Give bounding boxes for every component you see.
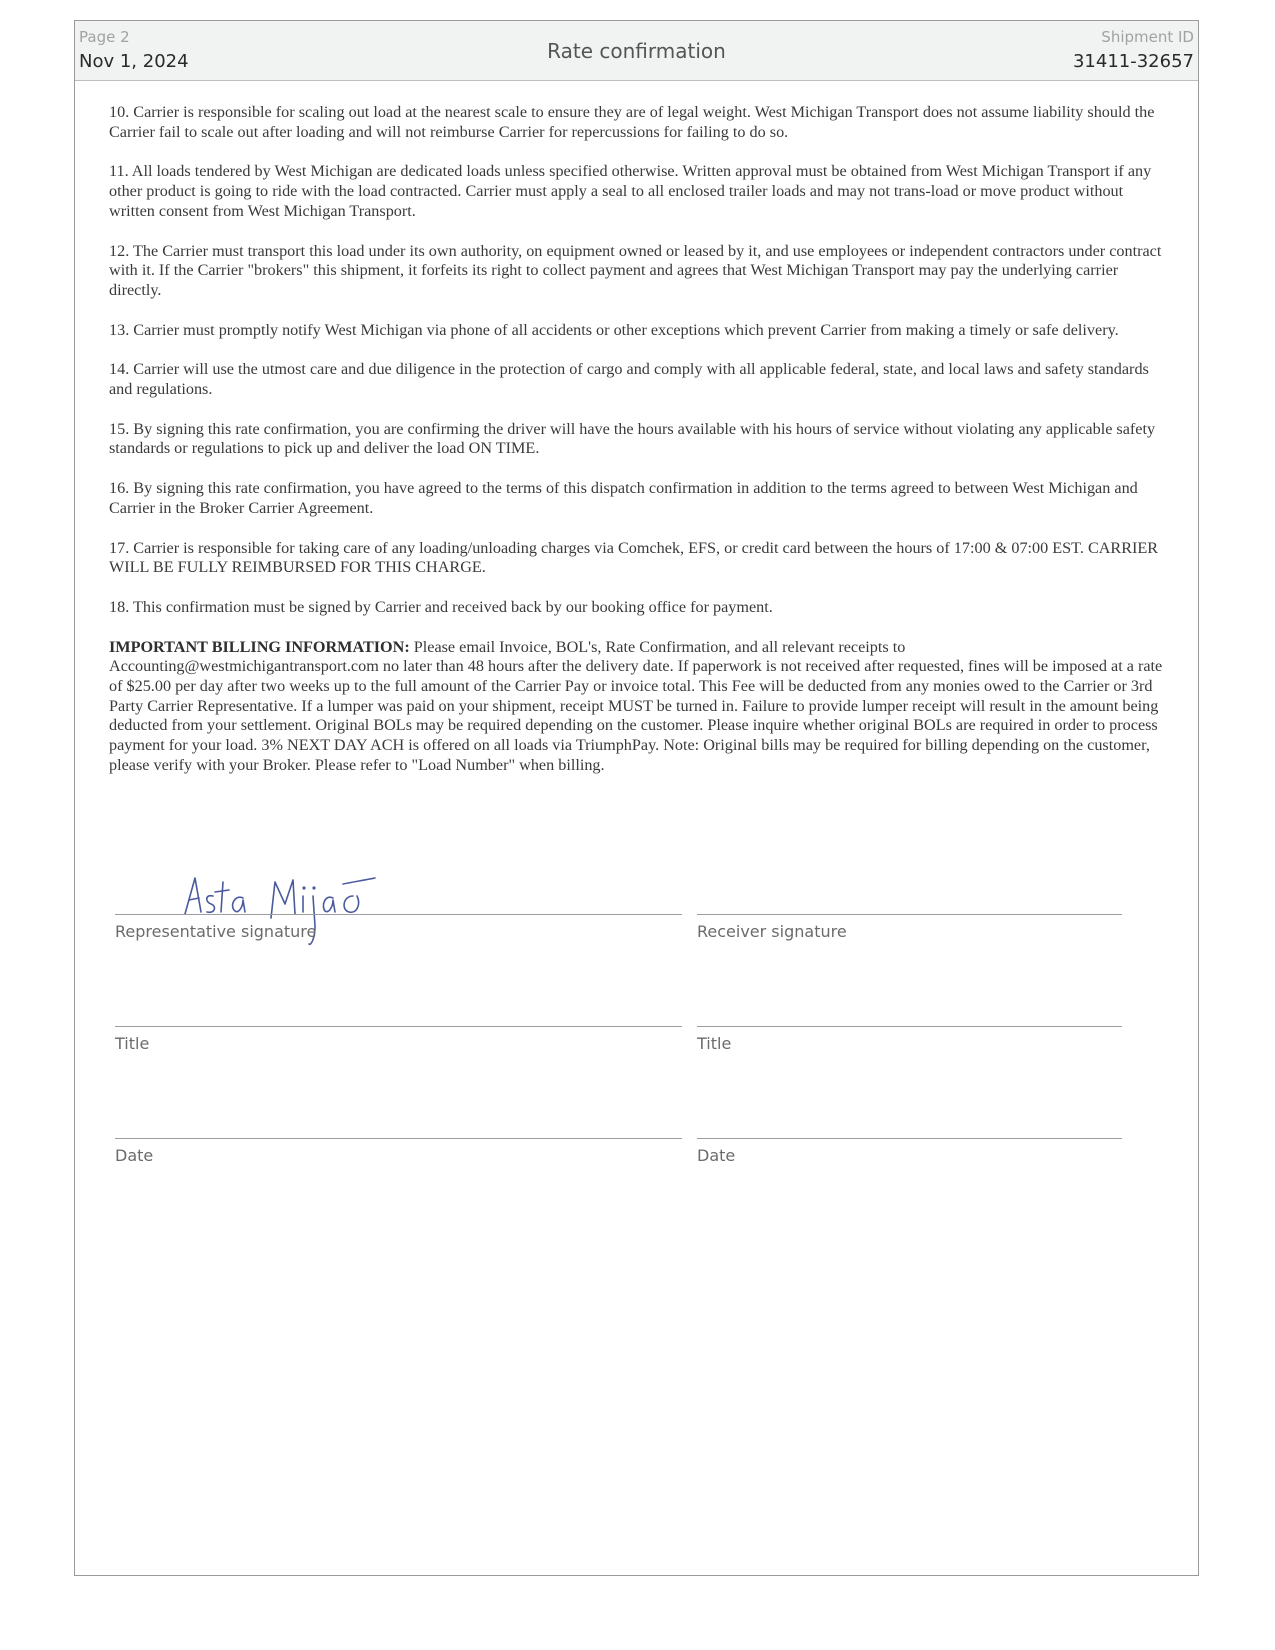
document-title: Rate confirmation xyxy=(547,39,726,63)
term-10: 10. Carrier is responsible for scaling out load at the nearest scale to ensure they are of legal weight. West Michigan Transport does not assume liability should the Carrier fail to scale out after loading and will not reimburse Carrier for repercussions for failing to do so. xyxy=(109,103,1155,141)
representative-signature-label: Representative signature xyxy=(115,922,317,941)
page-number: Page 2 xyxy=(79,28,130,46)
document-page xyxy=(74,20,1199,1576)
representative-title-line[interactable] xyxy=(115,1026,682,1027)
representative-date-label: Date xyxy=(115,1146,154,1165)
billing-text: Please email Invoice, BOL's, Rate Confirmation, and all relevant receipts to Accounting@westmichigantransport.com no later than 48 hours after the delivery date. If paperwork is not received after requested, fines will be imposed at a rate of $25.00 per day after two weeks up to the full amount of the Carrier Pay or invoice total. This Fee will be deducted from any monies owed to the Carrier or 3rd Party Carrier Representative. If a lumper was paid on your shipment, receipt MUST be turned in. Failure to provide lumper receipt will result in the amount being deducted from your settlement. Original BOLs may be required depending on the customer. Please inquire whether original BOLs are required in order to process payment for your load. 3% NEXT DAY ACH is offered on all loads via TriumphPay. Note: Original bills may be required for billing depending on the customer, please verify with your Broker. Please refer to "Load Number" when billing. xyxy=(109,637,1163,774)
representative-signature-line[interactable] xyxy=(115,914,682,915)
representative-date-line[interactable] xyxy=(115,1138,682,1139)
document-date: Nov 1, 2024 xyxy=(79,51,189,72)
term-14: 14. Carrier will use the utmost care and due diligence in the protection of cargo and comply with all applicable federal, state, and local laws and safety standards and regulations. xyxy=(109,360,1149,399)
term-13: 13. Carrier must promptly notify West Michigan via phone of all accidents or other exceptions which prevent Carrier from making a timely or safe delivery. xyxy=(109,320,1119,339)
representative-title-label: Title xyxy=(115,1034,150,1053)
receiver-signature-line[interactable] xyxy=(697,914,1122,915)
receiver-signature-label: Receiver signature xyxy=(697,922,847,941)
term-11: 11. All loads tendered by West Michigan are dedicated loads unless specified otherwise. Written approval must be obtained from West Michigan Transport if any other product is going to ride with the load contracted. Carrier must apply a seal to all enclosed trailer loads and may not trans-load or move product without written consent from West Michigan Transport. xyxy=(109,162,1152,220)
term-12: 12. The Carrier must transport this load under its own authority, on equipment owned or leased by it, and use employees or independent contractors under contract with it. If the Carrier "brokers" this shipment, it forfeits its right to collect payment and agrees that West Michigan Transport may pay the underlying carrier directly. xyxy=(109,241,1162,299)
term-15: 15. By signing this rate confirmation, you are confirming the driver will have the hours available with his hours of service without violating any applicable safety standards or regulations to pick up and deliver the load ON TIME. xyxy=(109,419,1156,458)
term-18: 18. This confirmation must be signed by Carrier and received back by our booking office for payment. xyxy=(109,597,773,616)
signature-section xyxy=(75,21,1198,1571)
receiver-date-label: Date xyxy=(697,1146,736,1165)
term-17: 17. Carrier is responsible for taking care of any loading/unloading charges via Comchek, EFS, or credit card between the hours of 17:00 & 07:00 EST. CARRIER WILL BE FULLY REIMBURSED FOR THIS CHARGE. xyxy=(109,538,1159,577)
billing-heading: IMPORTANT BILLING INFORMATION: xyxy=(109,637,410,656)
receiver-title-line[interactable] xyxy=(697,1026,1122,1027)
receiver-date-line[interactable] xyxy=(697,1138,1122,1139)
shipment-id: 31411-32657 xyxy=(1072,51,1194,72)
receiver-title-label: Title xyxy=(697,1034,732,1053)
shipment-id-label: Shipment ID xyxy=(1101,28,1194,46)
term-16: 16. By signing this rate confirmation, you have agreed to the terms of this dispatch confirmation in addition to the terms agreed to between West Michigan and Carrier in the Broker Carrier Agreement. xyxy=(109,479,1138,517)
